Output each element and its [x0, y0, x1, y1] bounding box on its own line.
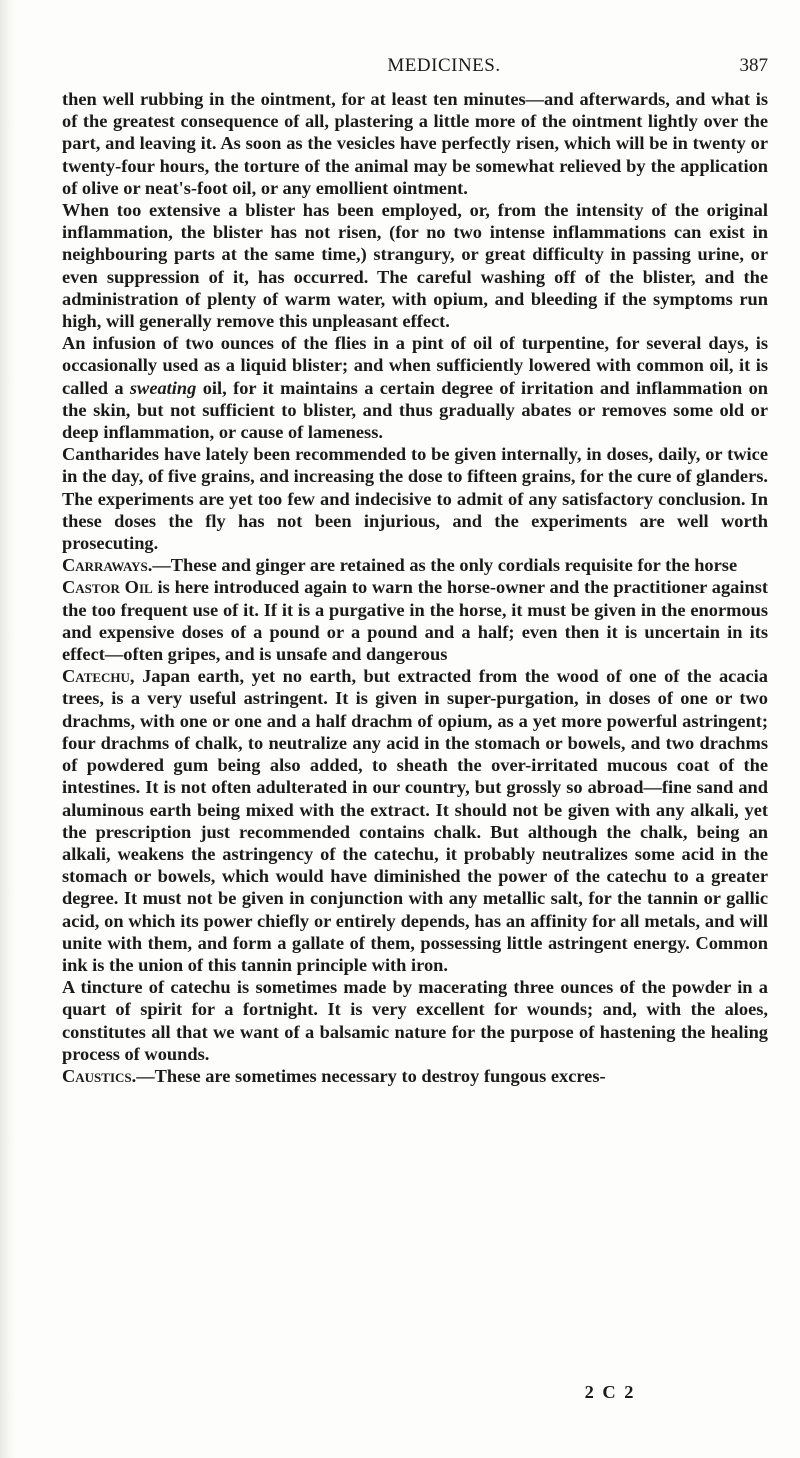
- paragraph-text: oil, for it maintains a certain degree of irritation and inflammation on the skin, but not sufficient to blister, and thus gradually abates or removes some old or deep inflammation, or cause of lameness.: [62, 377, 768, 443]
- running-head: MEDICINES.: [387, 55, 501, 76]
- paragraph-text: An infusion of two ounces of the flies in a pint of oil of turpentine, for several days, is occasionally used as a liquid blister; and when sufficiently lowered with common oil, it is called a: [62, 333, 768, 398]
- entry-carraways: [62, 554, 768, 576]
- paragraph-text: Cantharides have lately been recommended to be given internally, in doses, daily, or twice in the day, of five grains, and increasing the dose to fifteen grains, for the cure of glanders. The experiments are yet too few and indecisive to admit of any satisfactory conclusion. In these doses the fly has not been injurious, and the experiments are well worth prosecuting.: [62, 444, 768, 554]
- paragraph-text: then well rubbing in the ointment, for at least ten minutes—and afterwards, and what is of the greatest consequence of all, plastering a little more of the ointment lightly over the part, and leaving it. As soon as the vesicles have perfectly risen, which will be in twenty or twenty-four hours, the torture of the animal may be somewhat relieved by the application of olive or neat's-foot oil, or any emollient ointment.: [62, 89, 768, 198]
- paragraph-ointment-rubbing: [62, 88, 768, 199]
- paragraph-strangury: [62, 199, 768, 332]
- entry-heading: Catechu,: [62, 666, 135, 687]
- paragraph-text: —These and ginger are retained as the only cordials requisite for the horse: [152, 555, 738, 576]
- paragraph-catechu-tincture: [62, 976, 768, 1065]
- paragraph-text: Japan earth, yet no earth, but extracted from the wood of one of the acacia trees, is a very useful astringent. It is given in super-purgation, in doses of one or two drachms, with one or one and a half drachm of opium, as a yet more powerful astringent; four drachms of chalk, to neutralize any acid in the stomach or bowels, and two drachms of powdered gum being also added, to sheath the over-irritated mucous coat of the intestines. It is not often adulterated in our country, but grossly so abroad—fine sand and aluminous earth being mixed with the extract. It should not be given with any alkali, yet the prescription just recommended contains chalk. But although the chalk, being an alkali, weakens the astringency of the catechu, it probably neutralizes some acid in the stomach or bowels, which would have diminished the power of the catechu to a greater degree. It must not be given in conjunction with any metallic salt, for the tannin or gallic acid, on which its power chiefly or entirely depends, has an affinity for all metals, and will unite with them, and form a gallate of them, possessing little astringent energy. Common ink is the union of this tannin principle with iron.: [62, 666, 768, 975]
- page-header: [120, 55, 768, 79]
- paragraph-text: When too extensive a blister has been employed, or, from the intensity of the original inflammation, the blister has not risen, (for no two intense inflammations can exist in neighbouring parts at the same time,) strangury, or great difficulty in passing urine, or even suppression of it, has occurred. The careful washing off of the blister, and the administration of plenty of warm water, with opium, and bleeding if the symptoms run high, will generally remove this unpleasant effect.: [62, 200, 768, 332]
- body-text: [62, 88, 768, 1087]
- paragraph-cantharides: [62, 443, 768, 554]
- entry-castor-oil: [62, 576, 768, 665]
- paragraph-text: —These are sometimes necessary to destroy fungous excres-: [136, 1065, 606, 1086]
- paragraph-liquid-blister: [62, 332, 768, 443]
- paragraph-text: A tincture of catechu is sometimes made by macerating three ounces of the powder in a quart of spirit for a fortnight. It is very excellent for wounds; and, with the aloes, constitutes all that we want of a balsamic nature for the purpose of hastening the healing process of wounds.: [62, 977, 768, 1064]
- italic-term: sweating: [129, 377, 197, 398]
- entry-caustics: [62, 1065, 768, 1087]
- entry-heading: Carraways.: [62, 555, 153, 576]
- entry-catechu: [62, 665, 768, 976]
- entry-heading: Castor Oil: [62, 577, 153, 598]
- signature-mark: 2 C 2: [584, 1382, 636, 1402]
- page-gutter-shadow: [0, 0, 16, 1458]
- page-number: 387: [739, 55, 768, 76]
- paragraph-text: is here introduced again to warn the horse-owner and the practitioner against the too frequent use of it. If it is a purgative in the horse, it must be given in the enormous and expensive doses of a pound or a pound and a half; even then it is uncertain in its effect—often gripes, and is unsafe and dangerous: [62, 577, 768, 665]
- entry-heading: Caustics.: [62, 1065, 137, 1086]
